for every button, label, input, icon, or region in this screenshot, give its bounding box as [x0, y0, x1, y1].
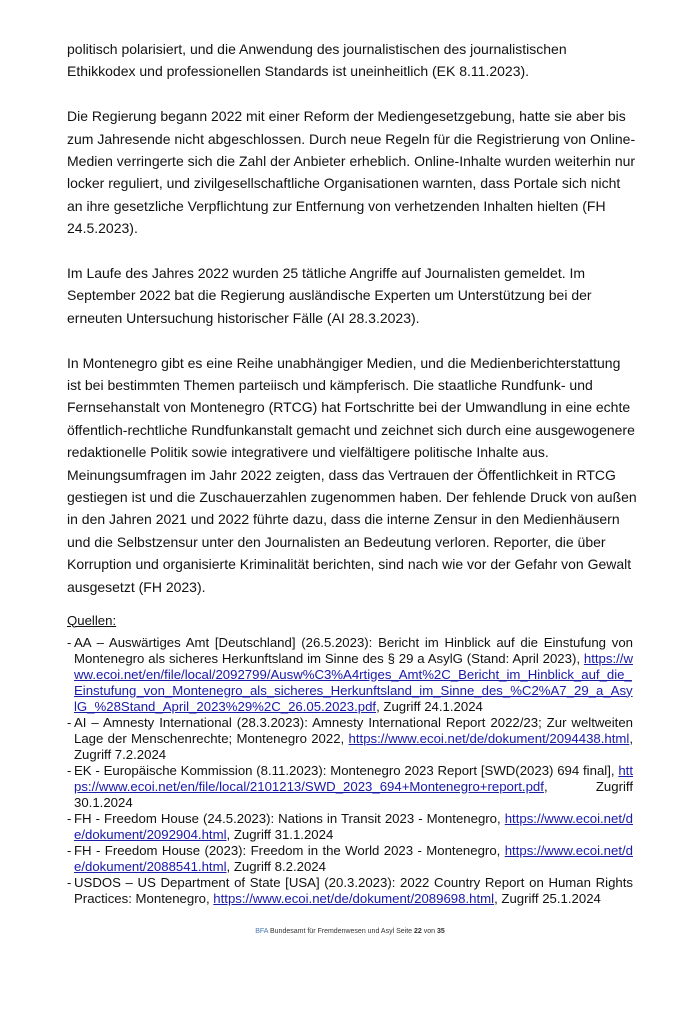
page-footer: [0, 907, 700, 937]
source-text: AA – Auswärtiges Amt [Deutschland] (26.5.2023): Bericht im Hinblick auf die Einstufung von Montenegro als sicheres Herkunftsland im Sinne des § 29 a AsylG (Stand: April 2023),: [74, 634, 633, 666]
source-text: USDOS – US Department of State [USA] (20.3.2023): 2022 Country Report on Human Rights Practices: Montenegro,: [74, 874, 633, 906]
footer-page-total: 35: [436, 927, 445, 935]
body-text: [67, 38, 637, 621]
source-link[interactable]: https://www.ecoi.net/de/dokument/2092904.html: [74, 810, 633, 842]
source-item: [67, 635, 633, 715]
source-text: FH - Freedom House (2023): Freedom in the World 2023 - Montenegro,: [74, 842, 505, 858]
source-item: [67, 811, 633, 843]
source-item: [67, 763, 633, 811]
footer-brand: BFA: [255, 927, 269, 935]
footer-of: von: [421, 927, 437, 935]
paragraph: politisch polarisiert, und die Anwendung des journalistischen des journalistischen Ethikkodex und professionellen Standards ist uneinheitlich (EK 8.11.2023).: [67, 41, 567, 80]
sources-list: [67, 635, 633, 907]
source-link[interactable]: https://www.ecoi.net/de/dokument/2094438.html: [348, 730, 630, 746]
source-text: AI – Amnesty International (28.3.2023): Amnesty International Report 2022/23; Zur weltweiten Lage der Menschenrechte; Montenegro 2022,: [74, 714, 633, 746]
sources-title: Quellen:: [67, 612, 117, 628]
sources-section: [67, 613, 633, 907]
source-link[interactable]: https://www.ecoi.net/en/file/local/2101213/SWD_2023_694+Montenegro+report.pdf: [74, 762, 633, 794]
source-access: , Zugriff 30.1.2024: [74, 778, 633, 810]
footer-page-number: 22: [413, 927, 422, 935]
source-link[interactable]: https://www.ecoi.net/de/dokument/2089698.html: [213, 890, 495, 906]
paragraph: In Montenegro gibt es eine Reihe unabhängiger Medien, und die Medienberichterstattung ist bei bestimmten Themen parteiisch und kämpferisch. Die staatliche Rundfunk- und Fernsehanstalt von Montenegro (RTCG) hat Fortschritte bei der Umwandlung in eine echte öffentlich-rechtliche Rundfunkanstalt gemacht und zeichnet sich durch eine ausgewogenere redaktionelle Politik sowie integrativere und vielfältigere politische Inhalte aus. Meinungsumfragen im Jahr 2022 zeigten, dass das Vertrauen der Öffentlichkeit in RTCG gestiegen ist und die Zuschauerzahlen zugenommen haben. Der fehlende Druck von außen in den Jahren 2021 und 2022 führte dazu, dass die interne Zensur in den Medienhäusern und die Selbstzensur unter den Journalisten an Bedeutung verloren. Reporter, die über Korruption und organisierte Kriminalität berichten, sind nach wie vor der Gefahr von Gewalt ausgesetzt (FH 2023).: [67, 354, 637, 595]
footer-org: Bundesamt für Fremdenwesen und Asyl Seite: [268, 927, 414, 935]
source-access: , Zugriff 25.1.2024: [494, 890, 601, 906]
source-access: , Zugriff 31.1.2024: [226, 826, 334, 842]
paragraph: Die Regierung begann 2022 mit einer Reform der Mediengesetzgebung, hatte sie aber bis zum Jahresende nicht abgeschlossen. Durch neue Regeln für die Registrierung von Online-Medien verringerte sich die Zahl der Anbieter erheblich. Online-Inhalte wurden weiterhin nur locker reguliert, und zivilgesellschaftliche Organisationen warnten, dass Portale sich nicht an ihre gesetzliche Verpflichtung zur Entfernung von verhetzenden Inhalten hielten (FH 24.5.2023).: [67, 108, 636, 237]
source-item: [67, 715, 633, 763]
source-item: [67, 875, 633, 907]
source-link[interactable]: https://www.ecoi.net/en/file/local/2092799/Ausw%C3%A4rtiges_Amt%2C_Bericht_im_Hinblick_auf_die_Einstufung_von_Montenegro_als_sicheres_Herkunftsland_im_Sinne_des_%C2%A7_29_a_AsylG_%28Stand_April_2023%29%2C_26.05.2023.pdf: [74, 650, 633, 714]
source-item: [67, 843, 633, 875]
source-access: , Zugriff 8.2.2024: [226, 858, 326, 874]
source-access: , Zugriff 7.2.2024: [74, 730, 633, 762]
source-link[interactable]: https://www.ecoi.net/de/dokument/2088541.html: [74, 842, 633, 874]
source-text: FH - Freedom House (24.5.2023): Nations in Transit 2023 - Montenegro,: [74, 810, 505, 826]
paragraph: Im Laufe des Jahres 2022 wurden 25 tätliche Angriffe auf Journalisten gemeldet. Im September 2022 bat die Regierung ausländische Experten um Unterstützung bei der erneuten Untersuchung historischer Fälle (AI 28.3.2023).: [67, 265, 592, 326]
source-text: EK - Europäische Kommission (8.11.2023): Montenegro 2023 Report [SWD(2023) 694 final],: [74, 762, 619, 778]
source-access: , Zugriff 24.1.2024: [376, 698, 483, 714]
